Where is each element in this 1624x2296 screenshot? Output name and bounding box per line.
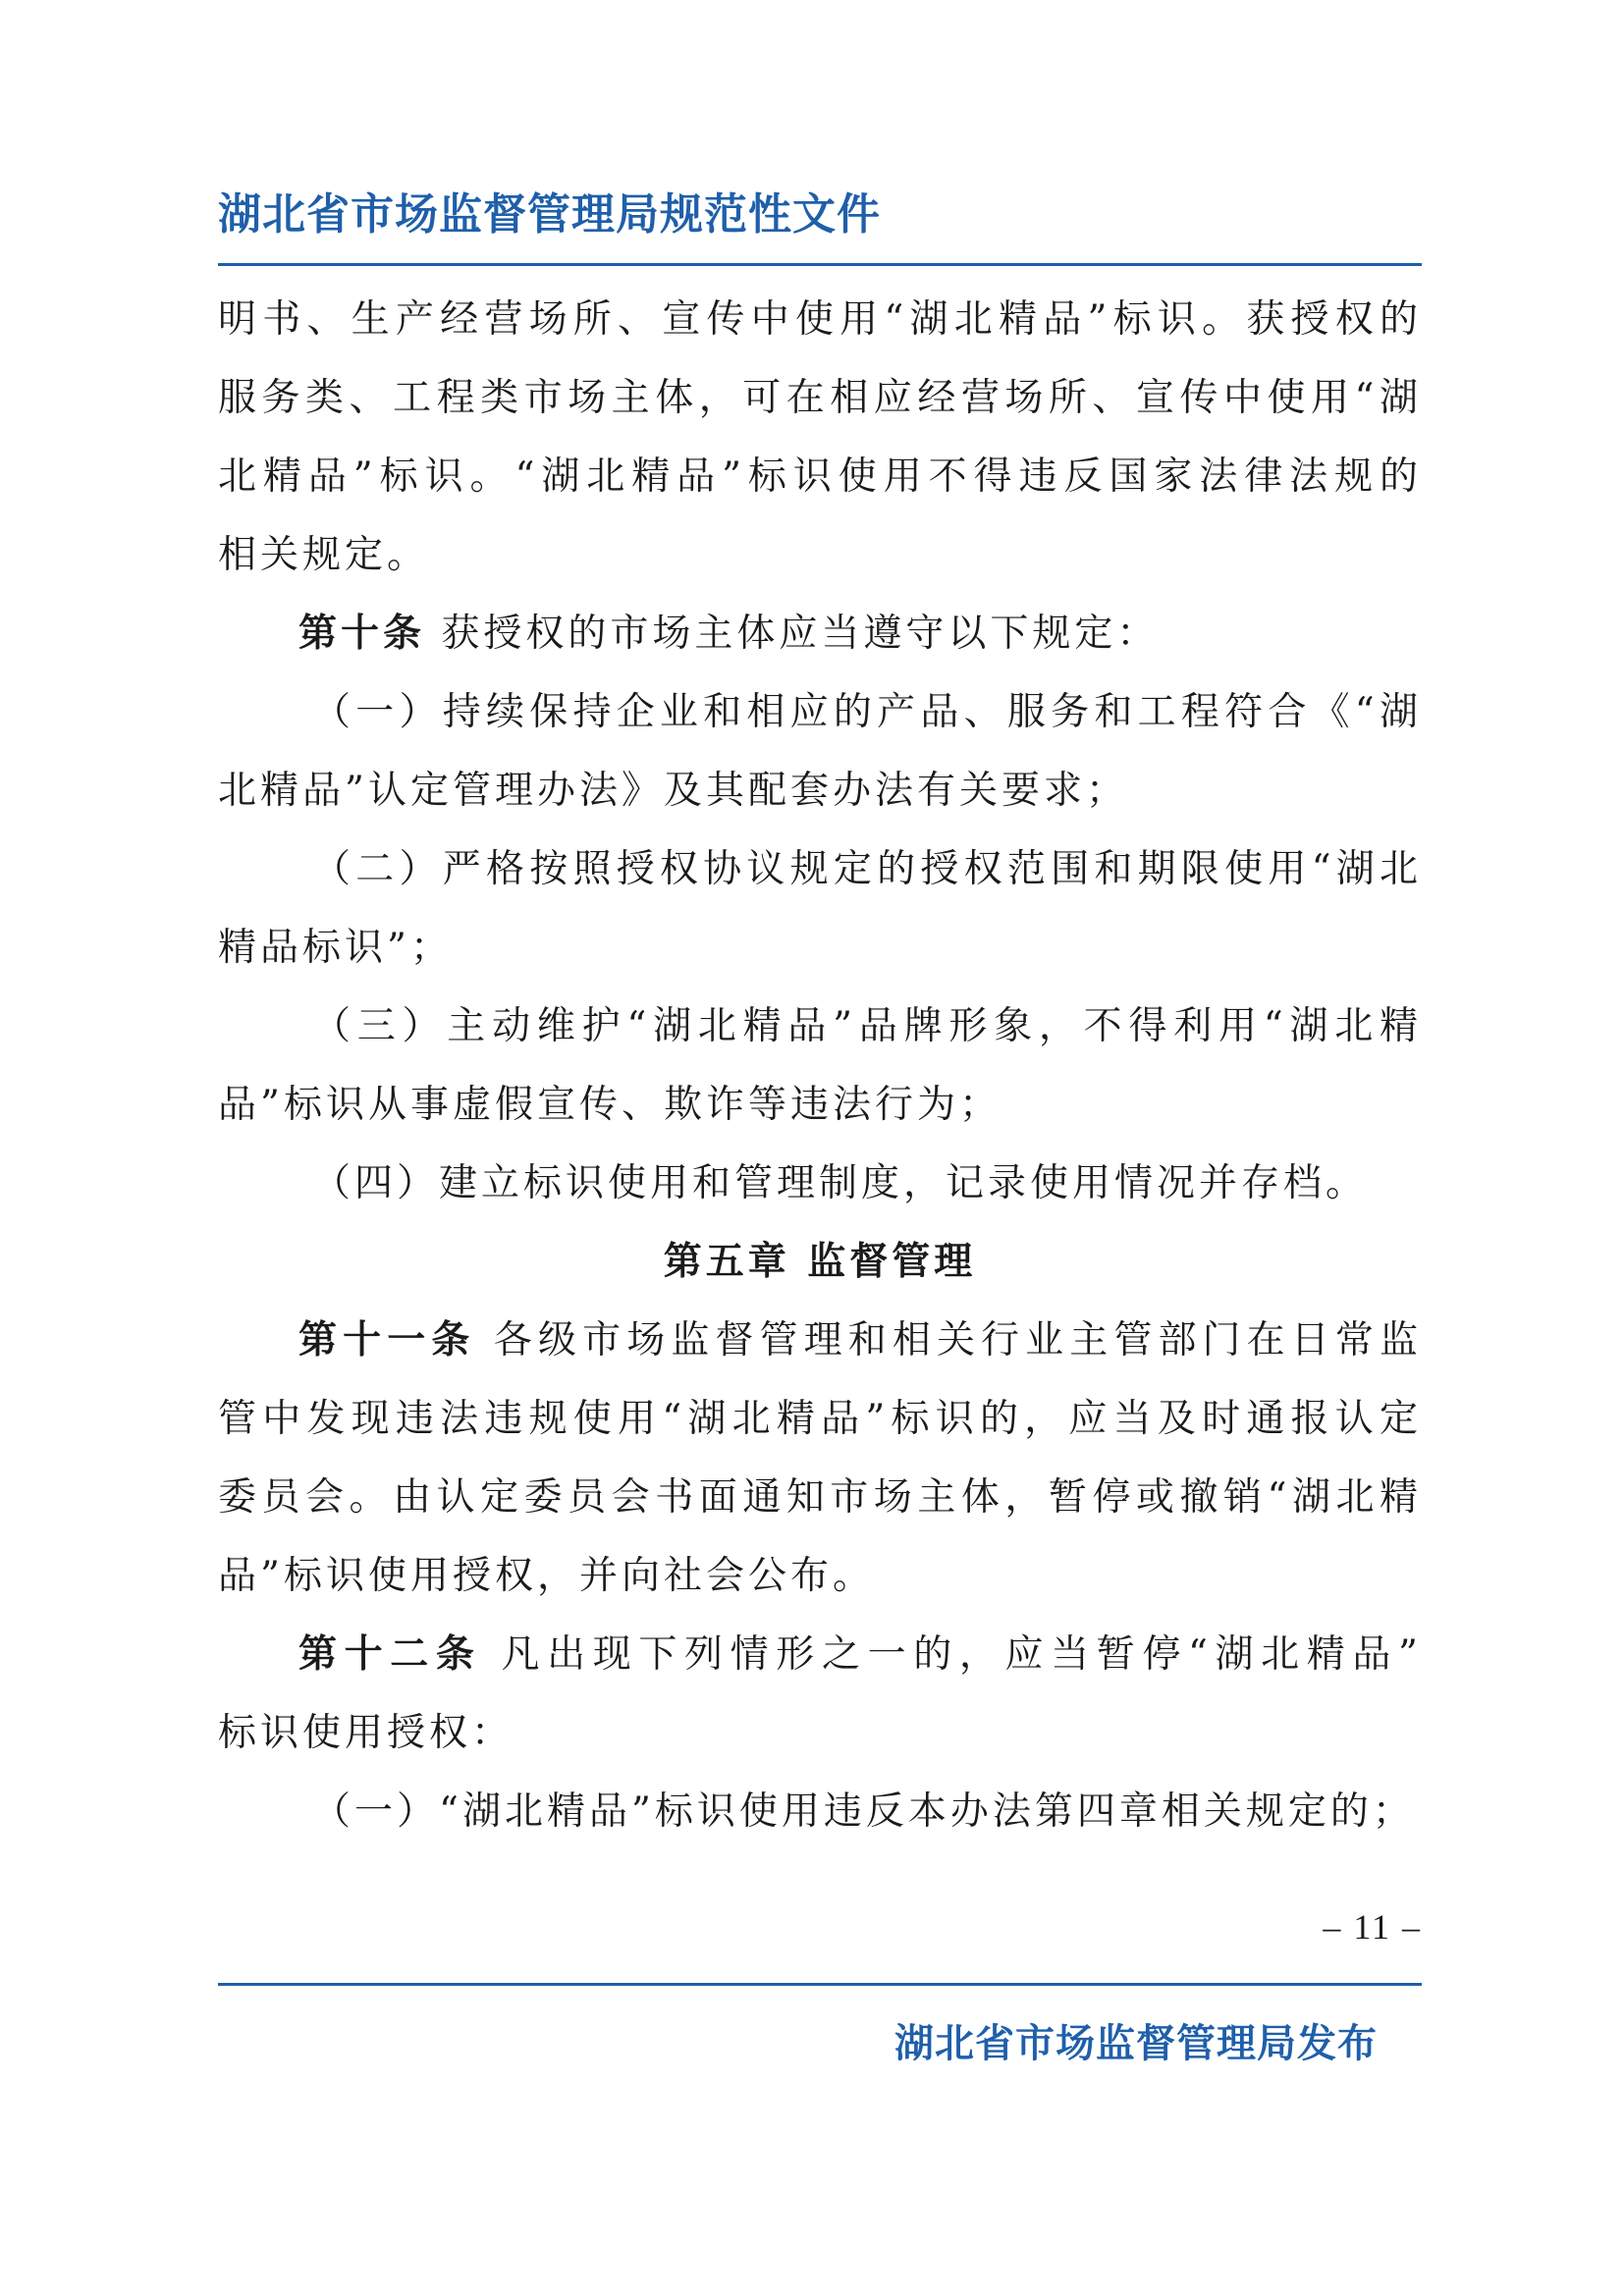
paragraph-line: 委员会。由认定委员会书面通知市场主体，暂停或撤销“湖北精 [218,1475,1422,1520]
list-item-line: （四）建立标识使用和管理制度，记录使用情况并存档。 [312,1161,1369,1205]
list-item-line: 品”标识从事虚假宣传、欺诈等违法行为； [218,1083,1001,1127]
list-item-line: 北精品”认定管理办法》及其配套办法有关要求； [218,769,1128,813]
header-title: 湖北省市场监督管理局规范性文件 [218,189,881,240]
article-text: 获授权的市场主体应当遵守以下规定： [441,612,1160,656]
page-number: – 11 – [1323,1907,1422,1947]
list-item-line: 精品标识”； [218,926,453,970]
paragraph-line: 相关规定。 [218,533,430,577]
paragraph-line: 管中发现违法违规使用“湖北精品”标识的，应当及时通报认定 [218,1397,1422,1441]
article-label: 第十条 [298,612,426,656]
footer-publisher: 湖北省市场监督管理局发布 [894,2021,1378,2066]
article-12 [218,1616,1422,1694]
paragraph-line: 服务类、工程类市场主体，可在相应经营场所、宣传中使用“湖 [218,376,1422,420]
chapter-heading: 第五章 监督管理 [663,1240,977,1284]
paragraph-line: 标识使用授权： [218,1711,514,1755]
article-text: 凡出现下列情形之一的，应当暂停“湖北精品” [501,1632,1422,1677]
list-item-line: （三）主动维护“湖北精品”品牌形象，不得利用“湖北精 [312,1004,1422,1048]
article-label: 第十一条 [298,1318,476,1362]
list-item-line: （一）持续保持企业和相应的产品、服务和工程符合《“湖 [312,690,1422,734]
article-label: 第十二条 [298,1632,482,1677]
paragraph-line: 明书、生产经营场所、宣传中使用“湖北精品”标识。获授权的 [218,297,1422,342]
list-item-line: （二）严格按照授权协议规定的授权范围和期限使用“湖北 [312,847,1422,891]
article-text: 各级市场监督管理和相关行业主管部门在日常监 [493,1318,1422,1362]
paragraph-line: 品”标识使用授权，并向社会公布。 [218,1554,875,1598]
header-rule [218,263,1422,266]
paragraph-line: 北精品”标识。“湖北精品”标识使用不得违反国家法律法规的 [218,454,1422,499]
document-body [218,281,1422,1851]
list-item-line: （一）“湖北精品”标识使用违反本办法第四章相关规定的； [312,1789,1415,1834]
footer-rule [218,1983,1422,1986]
article-10 [218,595,1422,673]
article-11 [218,1302,1422,1380]
